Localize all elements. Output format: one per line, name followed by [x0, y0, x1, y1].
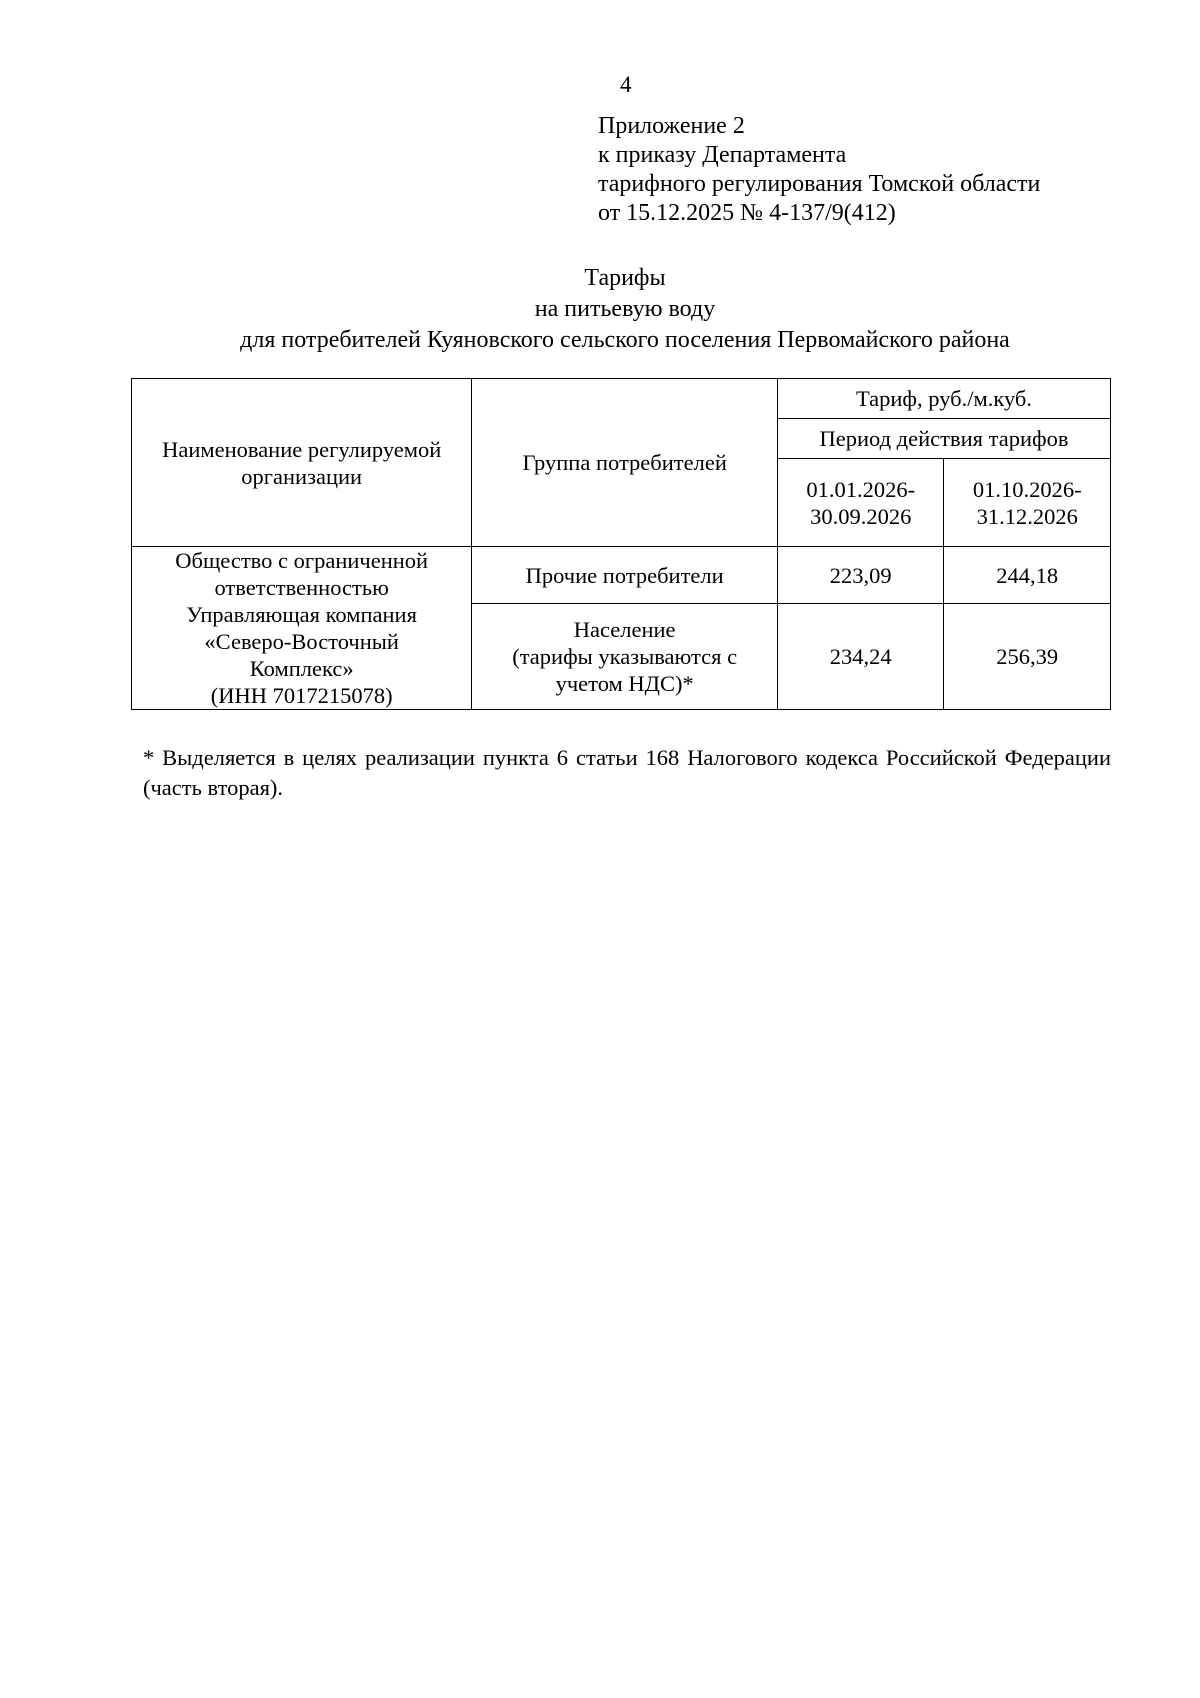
consumer-group-cell — [472, 547, 778, 604]
tariff-value-cell — [944, 604, 1111, 710]
organization-line-5: Комплекс» — [249, 656, 354, 681]
organization-line-2: ответственностью — [214, 575, 389, 600]
consumer-group-text: Прочие потребители — [525, 562, 724, 588]
header-period-1-text: 01.01.2026- 30.09.2026 — [806, 476, 916, 529]
consumer-group-line-1: Население — [573, 617, 676, 643]
organization-line-1: Общество с ограниченной — [175, 548, 429, 573]
footnote: * Выделяется в целях реализации пункта 6 статьи 168 Налогового кодекса Российской Федерации (часть вторая). — [143, 745, 1111, 800]
consumer-group-cell — [472, 604, 778, 710]
table-header-row — [132, 379, 1111, 419]
organization-line-3: Управляющая компания — [186, 602, 417, 627]
header-period-text: Период действия тарифов — [819, 426, 1069, 451]
title-line-1: Тарифы — [584, 265, 666, 291]
header-period-2 — [944, 459, 1111, 547]
tariff-value-cell — [777, 604, 944, 710]
header-tariff — [777, 379, 1110, 419]
consumer-group-line-2: (тарифы указываются с — [512, 644, 738, 670]
tariff-table — [131, 378, 1111, 710]
header-tariff-text: Тариф, руб./м.куб. — [855, 386, 1032, 411]
table-row — [132, 547, 1111, 604]
header-period — [777, 419, 1110, 459]
tariff-value: 256,39 — [996, 644, 1059, 670]
consumer-group-line-3: учетом НДС)* — [555, 671, 694, 697]
header-period-1 — [777, 459, 944, 547]
tariff-value: 244,18 — [996, 562, 1059, 588]
organization-cell — [132, 547, 472, 710]
header-org-name-text: Наименование регулируемой организации — [162, 436, 442, 489]
title-line-2: на питьевую воду — [534, 296, 716, 322]
page-number: 4 — [620, 72, 632, 97]
tariff-value-cell — [777, 547, 944, 604]
header-period-2-text: 01.10.2026- 31.12.2026 — [972, 476, 1082, 529]
document-title — [0, 263, 1200, 356]
appendix-line-4: от 15.12.2025 № 4-137/9(412) — [598, 200, 896, 226]
tariff-value-cell — [944, 547, 1111, 604]
organization-line-6: (ИНН 7017215078) — [210, 683, 393, 708]
appendix-line-2: к приказу Департамента — [598, 142, 847, 168]
tariff-value: 223,09 — [829, 562, 892, 588]
appendix-header — [598, 112, 1040, 228]
tariff-value: 234,24 — [829, 644, 892, 670]
title-line-3: для потребителей Куяновского сельского поселения Первомайского района — [240, 327, 1010, 353]
header-consumer-group — [472, 379, 778, 547]
appendix-line-1: Приложение 2 — [598, 113, 745, 139]
organization-line-4: «Северо-Восточный — [204, 629, 399, 654]
header-consumer-group-text: Группа потребителей — [522, 450, 727, 475]
header-org-name — [132, 379, 472, 547]
appendix-line-3: тарифного регулирования Томской области — [598, 171, 1041, 197]
